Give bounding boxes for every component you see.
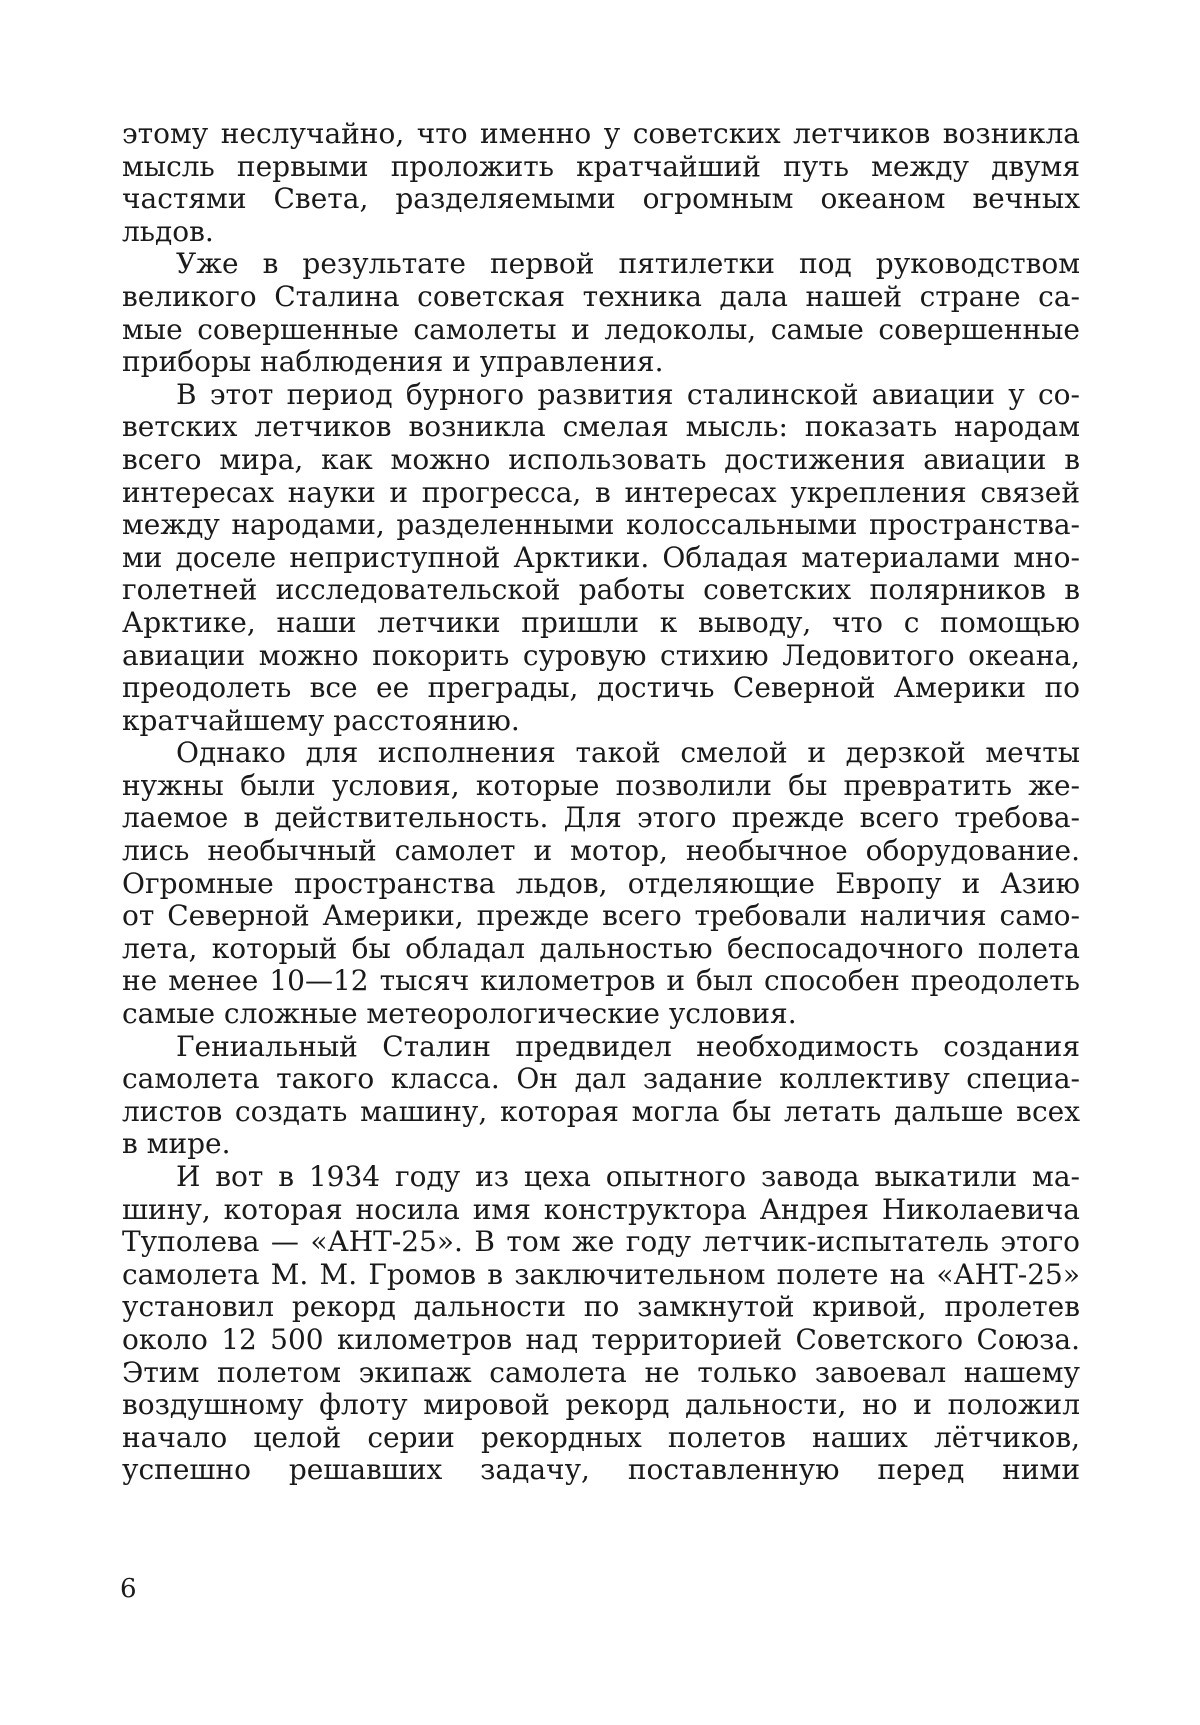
text-line: между народами, разделенными колоссальными пространства- — [122, 509, 1080, 542]
text-line: частями Света, разделяемыми огромным океаном вечных — [122, 183, 1080, 216]
text-line: в мире. — [122, 1128, 231, 1161]
text-line: самые сложные метеорологические условия. — [122, 998, 797, 1031]
text-line: установил рекорд дальности по замкнутой кривой, пролетев — [122, 1291, 1080, 1324]
text-line: самолета такого класса. Он дал задание коллективу специа- — [122, 1063, 1080, 1096]
paragraph — [122, 1161, 1080, 1487]
text-line: шину, которая носила имя конструктора Андрея Николаевича — [122, 1193, 1080, 1226]
text-line: лись необычный самолет и мотор, необычное оборудование. — [122, 835, 1080, 868]
text-line: успешно решавших задачу, поставленную перед ними — [122, 1454, 1080, 1487]
text-line: Этим полетом экипаж самолета не только завоевал нашему — [122, 1356, 1080, 1389]
text-line: Туполева — «АНТ-25». В том же году летчик-испытатель этого — [122, 1226, 1080, 1259]
text-line: самолета М. М. Громов в заключительном полете на «АНТ-25» — [122, 1258, 1080, 1291]
text-line: этому неслучайно, что именно у советских летчиков возникла — [122, 118, 1080, 150]
text-line: нужны были условия, которые позволили бы превратить же- — [122, 769, 1080, 802]
text-line: ветских летчиков возникла смелая мысль: показать народам — [122, 411, 1080, 444]
paragraph — [122, 737, 1080, 1030]
text-line: воздушному флоту мировой рекорд дальности, но и положил — [122, 1389, 1080, 1422]
text-line: Арктике, наши летчики пришли к выводу, что с помощью — [122, 606, 1080, 639]
text-line: преодолеть все ее преграды, достичь Северной Америки по — [122, 672, 1080, 705]
text-line: около 12 500 километров над территорией Советского Союза. — [122, 1323, 1080, 1356]
text-line: Уже в результате первой пятилетки под руководством — [176, 248, 1080, 281]
text-line: интересах науки и прогресса, в интересах укрепления связей — [122, 476, 1080, 509]
paragraph — [122, 379, 1080, 738]
text-line: Однако для исполнения такой смелой и дерзкой мечты — [176, 737, 1080, 770]
text-line: мые совершенные самолеты и ледоколы, самые совершенные — [122, 313, 1080, 346]
text-line: авиации можно покорить суровую стихию Ледовитого океана, — [122, 639, 1080, 672]
text-line: льдов. — [122, 215, 214, 248]
text-line: начало целой серии рекордных полетов наших лётчиков, — [122, 1421, 1080, 1454]
text-line: кратчайшему расстоянию. — [122, 704, 520, 737]
text-line: всего мира, как можно использовать достижения авиации в — [122, 443, 1080, 476]
text-line: ми доселе неприступной Арктики. Обладая материалами мно- — [122, 541, 1080, 574]
text-line: приборы наблюдения и управления. — [122, 346, 664, 379]
text-line: мысль первыми проложить кратчайший путь между двумя — [122, 150, 1080, 183]
paragraph — [122, 248, 1080, 378]
text-line: от Северной Америки, прежде всего требовали наличия само- — [122, 900, 1080, 933]
body-text — [122, 118, 1080, 1487]
paragraph — [122, 1031, 1080, 1161]
paragraph — [122, 118, 1080, 248]
text-line: лаемое в действительность. Для этого прежде всего требова- — [122, 802, 1080, 835]
text-line: Огромные пространства льдов, отделяющие Европу и Азию — [122, 867, 1080, 900]
text-line: В этот период бурного развития сталинской авиации у со- — [176, 378, 1080, 411]
page-number: 6 — [120, 1574, 137, 1604]
text-line: И вот в 1934 году из цеха опытного завода выкатили ма- — [176, 1161, 1080, 1193]
text-line: лета, который бы обладал дальностью беспосадочного полета — [122, 932, 1080, 965]
text-line: великого Сталина советская техника дала нашей стране са- — [122, 280, 1080, 313]
text-line: не менее 10—12 тысяч километров и был способен преодолеть — [122, 965, 1080, 998]
text-line: голетней исследовательской работы советских полярников в — [122, 574, 1080, 607]
text-line: Гениальный Сталин предвидел необходимость создания — [176, 1030, 1080, 1063]
text-line: листов создать машину, которая могла бы летать дальше всех — [122, 1095, 1080, 1128]
